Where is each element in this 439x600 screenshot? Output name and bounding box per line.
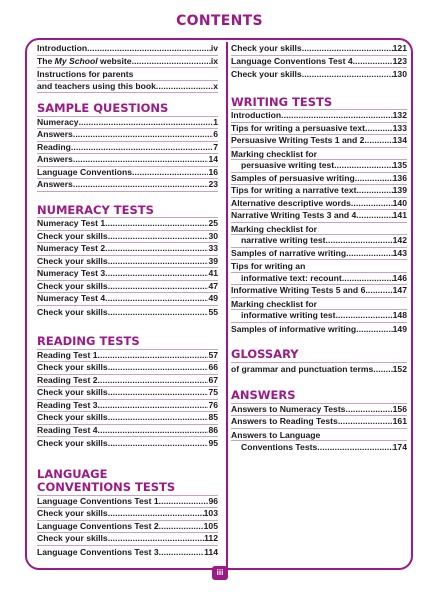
toc-entry[interactable]	[37, 129, 218, 142]
leader-dots	[364, 135, 392, 147]
entry-label: Check your skills	[37, 387, 108, 397]
section-heading: LANGUAGE	[37, 466, 108, 481]
toc-entry[interactable]	[37, 43, 218, 56]
entry-page: 133	[392, 122, 407, 133]
leader-dots	[73, 179, 209, 191]
section-heading: GLOSSARY	[231, 348, 407, 363]
leader-dots	[98, 425, 209, 437]
entry-page: 174	[392, 442, 407, 452]
leader-dots	[356, 185, 392, 197]
entry-page: 156	[392, 403, 407, 414]
entry-label: Conventions Tests	[241, 442, 318, 452]
leader-dots	[356, 323, 393, 336]
entry-label: Answers	[37, 129, 73, 139]
entry-page: 67	[208, 374, 218, 385]
entry-label: Introduction	[231, 110, 282, 120]
entry-label: Numeracy	[37, 116, 79, 127]
entry-page: 39	[208, 255, 218, 266]
toc-entry[interactable]	[231, 135, 407, 148]
entry-label: informative text: recount	[241, 272, 342, 283]
entry-page: 25	[208, 218, 218, 228]
entry-label: Language Conventions Test 2	[37, 520, 159, 531]
entry-label: Check your skills	[37, 230, 108, 241]
entry-page: 140	[392, 197, 407, 208]
entry-page: 103	[203, 508, 218, 518]
entry-label: Reading	[37, 141, 71, 152]
entry-label: Numeracy Test 3	[37, 268, 106, 278]
entry-page: 86	[208, 424, 218, 435]
leader-dots	[159, 496, 209, 508]
entry-page: 16	[208, 166, 218, 177]
leader-dots	[336, 310, 393, 322]
entry-page: 41	[208, 268, 218, 278]
entry-page: 134	[392, 135, 407, 145]
entry-label: Tips for writing a narrative text	[231, 185, 357, 195]
entry-page: 161	[392, 416, 407, 426]
entry-page: 14	[208, 154, 218, 164]
entry-page: iv	[210, 43, 218, 53]
entry-label: Check your skills	[37, 362, 108, 372]
toc-entry[interactable]	[37, 375, 218, 388]
leader-dots	[159, 521, 204, 533]
entry-page: 143	[392, 247, 407, 258]
toc-entry[interactable]	[37, 179, 218, 192]
leader-dots	[108, 231, 209, 243]
entry-label: Informative Writing Tests 5 and 6	[231, 285, 366, 295]
toc-entry[interactable]	[231, 123, 407, 136]
toc-entry[interactable]	[231, 68, 407, 81]
leader-dots	[71, 142, 213, 154]
entry-page: 33	[208, 243, 218, 253]
toc-entry[interactable]	[37, 142, 218, 155]
toc-entry[interactable]	[231, 285, 407, 298]
toc-entry[interactable]	[37, 268, 218, 281]
leader-dots	[356, 210, 392, 222]
toc-entry[interactable]	[231, 210, 407, 223]
leader-dots	[108, 533, 204, 545]
leader-dots	[108, 508, 204, 520]
entry-page: 85	[208, 412, 218, 422]
leader-dots	[302, 68, 393, 81]
entry-label: Reading Test 3	[37, 399, 98, 410]
entry-page: x	[213, 80, 218, 91]
entry-page: 112	[204, 533, 218, 543]
leader-dots	[87, 43, 211, 55]
entry-label: Reading Test 1	[37, 349, 98, 360]
toc-entry[interactable]	[231, 185, 407, 198]
toc-entry[interactable]	[231, 198, 407, 211]
entry-label: of grammar and punctuation terms	[231, 363, 374, 374]
section-heading: WRITING TESTS	[231, 96, 407, 111]
entry-label: Numeracy Test 1	[37, 218, 106, 228]
column-divider	[226, 42, 228, 569]
section-heading: READING TESTS	[37, 335, 218, 350]
leader-dots	[108, 387, 209, 399]
leader-dots	[334, 160, 393, 172]
leader-dots	[373, 363, 392, 376]
section-heading: CONVENTIONS TESTS	[37, 481, 218, 496]
entry-label: Marking checklist for	[231, 223, 317, 234]
toc-entry[interactable]	[231, 416, 407, 429]
leader-dots	[346, 248, 393, 260]
toc-entry[interactable]	[37, 425, 218, 438]
entry-page: 95	[208, 438, 218, 448]
entry-page: 132	[392, 110, 407, 120]
leader-dots	[351, 198, 393, 210]
toc-entry[interactable]	[37, 496, 218, 509]
toc-entry[interactable]	[37, 508, 218, 521]
entry-label: Answers to Reading Tests	[231, 416, 338, 426]
entry-page: 76	[208, 399, 218, 410]
toc-entry[interactable]	[37, 117, 218, 130]
toc-entry[interactable]	[37, 350, 218, 363]
leader-dots	[159, 546, 205, 559]
entry-page: 23	[208, 179, 218, 189]
entry-label: Numeracy Test 4	[37, 293, 106, 303]
toc-entry[interactable]	[231, 310, 407, 323]
leader-dots	[156, 81, 213, 93]
leader-dots	[132, 167, 208, 179]
entry-page: 96	[208, 495, 218, 506]
toc-entry[interactable]	[37, 400, 218, 413]
entry-page: 130	[392, 69, 407, 79]
leader-dots	[365, 123, 393, 135]
entry-label: Check your skills	[37, 412, 108, 422]
entry-page: 152	[392, 363, 407, 374]
entry-label: Samples of informative writing	[231, 323, 357, 334]
entry-page: 57	[208, 349, 218, 360]
toc-entry[interactable]	[231, 429, 407, 442]
toc-entry[interactable]	[37, 521, 218, 534]
toc-entry[interactable]	[231, 235, 407, 248]
entry-page: ix	[210, 55, 218, 66]
toc-entry[interactable]	[37, 256, 218, 269]
toc-entry[interactable]	[231, 248, 407, 261]
leader-dots	[326, 235, 393, 247]
leader-dots	[345, 404, 392, 416]
toc-entry[interactable]	[231, 43, 407, 56]
entry-label: informative writing test	[241, 310, 336, 320]
toc-entry[interactable]	[37, 154, 218, 167]
entry-label: Language Conventions Test 3	[37, 546, 159, 557]
entry-page: 121	[392, 43, 407, 53]
leader-dots	[98, 350, 209, 362]
entry-page: 47	[208, 280, 218, 291]
leader-dots	[108, 362, 209, 374]
entry-page: 142	[392, 235, 407, 245]
entry-page: 6	[213, 129, 218, 139]
entry-page: 7	[213, 141, 218, 152]
entry-label: Reading Test 4	[37, 424, 98, 435]
leader-dots	[105, 218, 208, 230]
entry-label: Language Conventions Test 4	[231, 55, 353, 66]
leader-dots	[317, 441, 392, 454]
toc-entry[interactable]	[37, 293, 218, 306]
toc-entry[interactable]	[37, 68, 218, 81]
entry-page: 114	[204, 546, 218, 557]
leader-dots	[105, 268, 208, 280]
toc-entry[interactable]	[37, 281, 218, 294]
right-column	[231, 42, 407, 454]
leader-dots	[108, 281, 209, 293]
entry-page: 75	[208, 387, 218, 397]
entry-label: Check your skills	[37, 255, 108, 266]
toc-entry[interactable]	[231, 160, 407, 173]
entry-label: Tips for writing an	[231, 261, 306, 271]
entry-label: Persuasive Writing Tests 1 and 2	[231, 135, 365, 145]
leader-dots	[342, 273, 393, 285]
leader-dots	[79, 117, 214, 129]
toc-entry[interactable]	[231, 298, 407, 311]
toc-entry[interactable]	[231, 260, 407, 273]
toc-entry[interactable]	[37, 218, 218, 231]
entry-label: Marking checklist for	[231, 298, 317, 309]
entry-page: 149	[392, 323, 407, 334]
leader-dots	[281, 110, 393, 122]
toc-entry[interactable]	[231, 441, 407, 454]
toc-entry[interactable]	[37, 306, 218, 319]
entry-label: and teachers using this book	[37, 80, 156, 91]
entry-page: 1	[213, 116, 218, 127]
leader-dots	[73, 129, 213, 141]
entry-page: 123	[392, 55, 407, 66]
entry-label: Answers to Numeracy Tests	[231, 403, 346, 414]
toc-entry[interactable]	[37, 533, 218, 546]
toc-entry[interactable]	[37, 243, 218, 256]
leader-dots	[73, 154, 209, 166]
entry-label: Language Conventions	[37, 166, 133, 177]
leader-dots	[353, 56, 393, 68]
entry-page: 148	[392, 310, 407, 320]
toc-entry[interactable]	[231, 56, 407, 69]
page-number: iii	[212, 566, 228, 580]
toc-entry[interactable]	[231, 110, 407, 123]
entry-label: Tips for writing a persuasive text	[231, 122, 366, 133]
toc-entry[interactable]	[231, 173, 407, 186]
leader-dots	[365, 285, 392, 297]
toc-entry[interactable]	[37, 167, 218, 180]
toc-entry[interactable]	[37, 81, 218, 94]
entry-label: Language Conventions Test 1	[37, 495, 159, 506]
toc-entry[interactable]	[231, 323, 407, 336]
entry-label: Numeracy Test 2	[37, 243, 106, 253]
entry-label: Check your skills	[37, 533, 108, 543]
leader-dots	[105, 243, 208, 255]
website-name: My School	[54, 55, 98, 66]
leader-dots	[105, 293, 208, 305]
leader-dots	[132, 56, 211, 68]
toc-entry[interactable]	[37, 362, 218, 375]
leader-dots	[302, 43, 393, 55]
entry-label: Samples of persuasive writing	[231, 172, 355, 183]
leader-dots	[98, 400, 209, 412]
page-title: CONTENTS	[176, 13, 263, 29]
leader-dots	[98, 375, 209, 387]
section-heading: SAMPLE QUESTIONS	[37, 102, 218, 117]
entry-label: Narrative Writing Tests 3 and 4	[231, 210, 357, 220]
entry-page: 55	[208, 306, 218, 317]
entry-label: Check your skills	[37, 508, 108, 518]
entry-label: persuasive writing test	[241, 160, 335, 170]
toc-entry[interactable]	[231, 363, 407, 376]
toc-entry[interactable]	[231, 148, 407, 161]
entry-label: Reading Test 2	[37, 374, 98, 385]
entry-label: Samples of narrative writing	[231, 247, 347, 258]
entry-label: Check your skills	[231, 43, 302, 53]
entry-label: Check your skills	[37, 280, 108, 291]
entry-page: 146	[392, 272, 407, 283]
toc-entry[interactable]	[231, 273, 407, 286]
toc-entry[interactable]	[37, 231, 218, 244]
toc-entry[interactable]	[231, 404, 407, 417]
entry-label: Check your skills	[231, 69, 302, 79]
leader-dots	[338, 416, 393, 428]
entry-label: Introduction	[37, 43, 88, 53]
entry-page: 141	[392, 210, 407, 220]
leader-dots	[108, 256, 209, 268]
left-column	[37, 42, 218, 558]
entry-label: Marking checklist for	[231, 148, 317, 159]
toc-entry[interactable]	[37, 437, 218, 450]
toc-entry[interactable]	[37, 387, 218, 400]
entry-label: Answers	[37, 179, 73, 189]
entry-page: 30	[208, 230, 218, 241]
leader-dots	[108, 306, 209, 319]
entry-label: Answers to Language	[231, 429, 321, 440]
entry-label: Check your skills	[37, 438, 108, 448]
entry-label: Answers	[37, 154, 73, 164]
entry-page: 135	[392, 160, 407, 170]
entry-label: The My School website	[37, 55, 132, 66]
leader-dots	[108, 412, 209, 424]
entry-page: 136	[392, 172, 407, 183]
section-heading: ANSWERS	[231, 389, 407, 404]
toc-entry[interactable]	[37, 412, 218, 425]
entry-page: 66	[208, 362, 218, 372]
entry-page: 49	[208, 293, 218, 303]
leader-dots	[355, 173, 393, 185]
toc-entry[interactable]	[37, 546, 218, 559]
entry-label: Check your skills	[37, 306, 108, 317]
entry-label: Instructions for parents	[37, 69, 134, 79]
leader-dots	[108, 437, 209, 450]
section-heading: NUMERACY TESTS	[37, 204, 218, 219]
entry-page: 105	[203, 520, 218, 531]
entry-page: 139	[392, 185, 407, 195]
entry-label: Alternative descriptive words	[231, 197, 351, 208]
entry-label: narrative writing test	[241, 235, 326, 245]
toc-entry[interactable]	[37, 56, 218, 69]
entry-page: 147	[392, 285, 407, 295]
toc-entry[interactable]	[231, 223, 407, 236]
